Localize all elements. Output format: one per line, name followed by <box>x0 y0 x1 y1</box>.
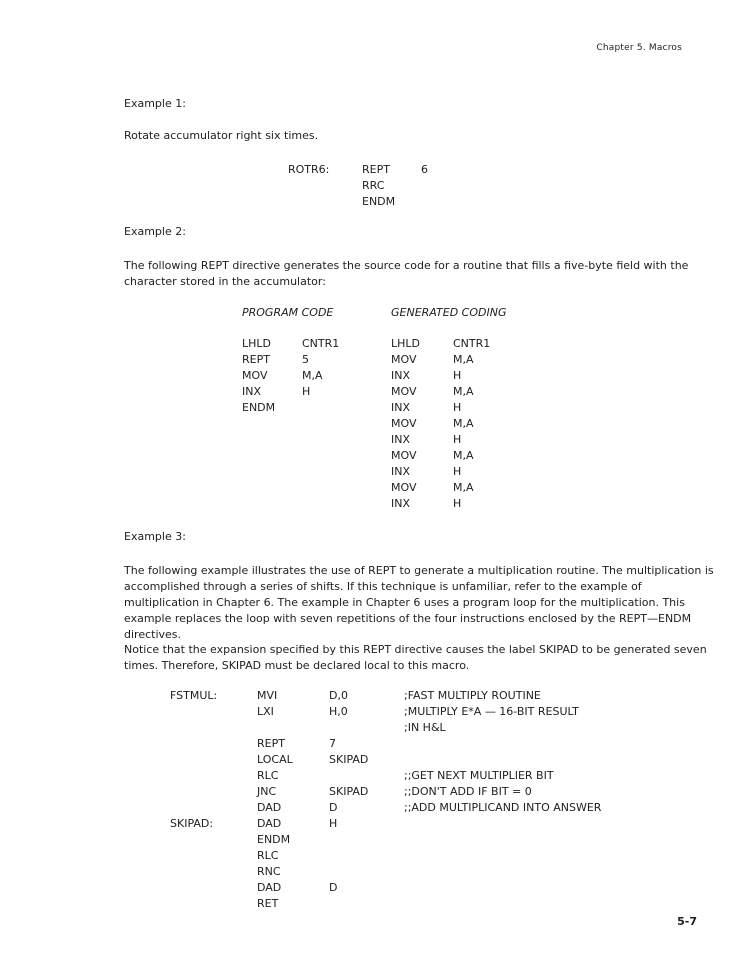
code-operand: H <box>453 401 462 414</box>
example-1-code-block <box>0 162 737 210</box>
code-comment: ;FAST MULTIPLY ROUTINE <box>404 689 541 702</box>
code-label: FSTMUL: <box>170 689 218 702</box>
code-opcode: MOV <box>391 385 417 398</box>
code-opcode: REPT <box>242 353 270 366</box>
example-1-text: Rotate accumulator right six times. <box>124 129 319 142</box>
code-operand: SKIPAD <box>329 785 369 798</box>
code-operand: H,0 <box>329 705 348 718</box>
code-opcode: DAD <box>257 817 282 830</box>
code-opcode: MOV <box>391 481 417 494</box>
code-opcode: MOV <box>242 369 268 382</box>
code-operand: M,A <box>453 449 474 462</box>
code-operand: H <box>302 385 311 398</box>
code-opcode: INX <box>391 465 411 478</box>
example-1-heading: Example 1: <box>124 97 186 110</box>
code-opcode: INX <box>391 497 411 510</box>
code-operand: 7 <box>329 737 336 750</box>
code-line <box>0 784 737 800</box>
code-opcode: INX <box>242 385 262 398</box>
example-3-paragraph-2: Notice that the expansion specified by this REPT directive causes the label SKIPAD to be generated seven times. Therefore, SKIPAD must be declared local to this macro. <box>124 643 707 672</box>
generated-coding-title: GENERATED CODING <box>391 306 507 319</box>
code-opcode: LHLD <box>391 337 420 350</box>
code-comment: ;IN H&L <box>404 721 446 734</box>
code-opcode: REPT <box>362 163 390 176</box>
code-label: SKIPAD: <box>170 817 214 830</box>
code-line <box>0 496 737 512</box>
code-operand: M,A <box>453 385 474 398</box>
code-line <box>0 736 737 752</box>
code-operand: M,A <box>453 353 474 366</box>
code-line <box>0 464 737 480</box>
code-line <box>0 880 737 896</box>
code-operand: H <box>453 497 462 510</box>
code-operand: D,0 <box>329 689 348 702</box>
code-opcode: ENDM <box>257 833 291 846</box>
code-opcode: ENDM <box>362 195 396 208</box>
code-opcode: LOCAL <box>257 753 293 766</box>
code-comment: ;;GET NEXT MULTIPLIER BIT <box>404 769 554 782</box>
code-line <box>0 752 737 768</box>
code-operand: D <box>329 801 338 814</box>
code-comment: ;;ADD MULTIPLICAND INTO ANSWER <box>404 801 602 814</box>
code-opcode: JNC <box>257 785 277 798</box>
code-line <box>0 832 737 848</box>
code-operand: CNTR1 <box>453 337 491 350</box>
example-3-heading: Example 3: <box>124 530 186 543</box>
code-opcode: RET <box>257 897 279 910</box>
code-operand: CNTR1 <box>302 337 340 350</box>
generated-coding-block <box>0 336 737 512</box>
code-opcode: RLC <box>257 769 279 782</box>
code-line <box>0 194 737 210</box>
code-line <box>0 384 737 400</box>
code-opcode: INX <box>391 369 411 382</box>
code-line <box>0 178 737 194</box>
code-line <box>0 480 737 496</box>
code-opcode: RLC <box>257 849 279 862</box>
code-line <box>0 336 737 352</box>
code-line <box>0 352 737 368</box>
code-opcode: INX <box>391 401 411 414</box>
code-opcode: DAD <box>257 881 282 894</box>
code-opcode: MVI <box>257 689 278 702</box>
code-opcode: MOV <box>391 353 417 366</box>
code-line <box>0 848 737 864</box>
example-3-code-block <box>0 688 737 912</box>
code-opcode: REPT <box>257 737 285 750</box>
code-operand: M,A <box>453 481 474 494</box>
code-operand: H <box>329 817 338 830</box>
code-operand: H <box>453 369 462 382</box>
code-line <box>0 688 737 704</box>
code-opcode: INX <box>391 433 411 446</box>
code-opcode: LHLD <box>242 337 271 350</box>
example-2-heading: Example 2: <box>124 225 186 238</box>
code-opcode: RNC <box>257 865 281 878</box>
code-line <box>0 816 737 832</box>
code-line <box>0 800 737 816</box>
code-opcode: ENDM <box>242 401 276 414</box>
example-2-text: The following REPT directive generates the source code for a routine that fills a five-byte field with the character stored in the accumulator: <box>124 259 689 288</box>
code-line <box>0 400 737 416</box>
code-opcode: MOV <box>391 417 417 430</box>
code-operand: 6 <box>421 163 428 176</box>
code-line <box>0 864 737 880</box>
code-line <box>0 768 737 784</box>
code-operand: 5 <box>302 353 309 366</box>
code-operand: H <box>453 465 462 478</box>
code-operand: M,A <box>302 369 323 382</box>
code-operand: D <box>329 881 338 894</box>
code-opcode: LXI <box>257 705 274 718</box>
code-comment: ;;DON'T ADD IF BIT = 0 <box>404 785 532 798</box>
code-line <box>0 704 737 720</box>
code-label: ROTR6: <box>288 163 330 176</box>
code-line <box>0 162 737 178</box>
code-operand: H <box>453 433 462 446</box>
running-header: Chapter 5. Macros <box>596 43 682 53</box>
program-code-title: PROGRAM CODE <box>242 306 334 319</box>
example-3-paragraph-1: The following example illustrates the use of REPT to generate a multiplication routine. The multiplication is accomplished through a series of shifts. If this technique is unfamiliar, refer to the example of multiplication in Chapter 6. The example in Chapter 6 uses a program loop for the multiplication. This example replaces the loop with seven repetitions of the four instructions enclosed by the REPT—ENDM directives. <box>124 564 714 641</box>
code-opcode: RRC <box>362 179 385 192</box>
code-comment: ;MULTIPLY E*A — 16-BIT RESULT <box>404 705 579 718</box>
page-number: 5-7 <box>677 915 697 928</box>
code-operand: SKIPAD <box>329 753 369 766</box>
code-line <box>0 448 737 464</box>
code-line <box>0 368 737 384</box>
code-line <box>0 720 737 736</box>
code-operand: M,A <box>453 417 474 430</box>
code-line <box>0 416 737 432</box>
code-opcode: MOV <box>391 449 417 462</box>
code-line <box>0 896 737 912</box>
code-line <box>0 432 737 448</box>
code-opcode: DAD <box>257 801 282 814</box>
